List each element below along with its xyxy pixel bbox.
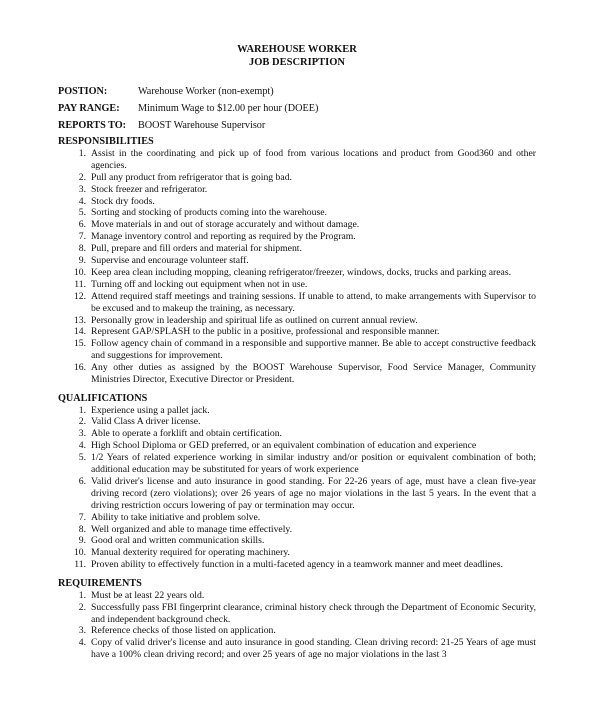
list-item-text: Personally grow in leadership and spiritual life as outlined on current annual review. xyxy=(91,314,418,326)
list-item-text: Copy of valid driver's license and auto insurance in good standing. Clean driving record: 21-25 Years of age must have a 100% clean driving record; and over 25 years of age no major violations in the last 3 xyxy=(91,637,536,661)
list-item xyxy=(58,362,536,386)
list-item xyxy=(58,291,536,315)
position-label: POSTION: xyxy=(58,86,108,97)
list-item xyxy=(58,625,536,637)
list-item xyxy=(58,637,536,661)
pay-range-value: Minimum Wage to $12.00 per hour (DOEE) xyxy=(138,102,319,114)
list-item-text: Pull any product from refrigerator that is going bad. xyxy=(91,171,292,183)
list-item-number: 5. xyxy=(78,207,86,219)
list-item xyxy=(58,452,536,476)
list-item-number: 5. xyxy=(78,452,86,464)
list-item xyxy=(58,219,536,231)
list-item xyxy=(58,338,536,362)
responsibilities-heading: RESPONSIBILITIES xyxy=(58,136,154,148)
list-item-text: Valid driver's license and auto insurance in good standing. For 22-26 years of age, must have a clean five-year driving record (zero violations); over 26 years of age no major violations in the last 5 years. In the event that a driving restriction occurs lowering of pay or termination may occur. xyxy=(91,475,536,511)
list-item-number: 8. xyxy=(78,523,86,535)
list-item xyxy=(58,315,536,327)
list-item xyxy=(58,440,536,452)
list-item-text: 1/2 Years of related experience working in similar industry and/or position or equivalent combination of both; additional education may be substituted for years of work experience xyxy=(91,452,536,476)
list-item-number: 8. xyxy=(78,243,86,255)
list-item xyxy=(58,590,536,602)
list-item-number: 10. xyxy=(73,266,86,278)
list-item-text: Attend required staff meetings and training sessions. If unable to attend, to make arrangements with Supervisor to be excused and to makeup the training, as necessary. xyxy=(91,290,536,314)
list-item-number: 4. xyxy=(78,195,86,207)
responsibilities-list xyxy=(58,148,536,386)
list-item-text: Ability to take initiative and problem solve. xyxy=(91,511,261,523)
list-item xyxy=(58,535,536,547)
list-item-text: Well organized and able to manage time effectively. xyxy=(91,523,293,535)
qualifications-list xyxy=(58,405,536,572)
list-item-text: Manage inventory control and reporting as required by the Program. xyxy=(91,231,356,243)
list-item-text: Pull, prepare and fill orders and material for shipment. xyxy=(91,243,302,255)
list-item-number: 11. xyxy=(74,559,86,571)
list-item-text: Turning off and locking out equipment when not in use. xyxy=(91,278,308,290)
list-item-text: Supervise and encourage volunteer staff. xyxy=(91,255,249,267)
list-item-text: Reference checks of those listed on application. xyxy=(91,625,276,637)
list-item xyxy=(58,184,536,196)
list-item-number: 9. xyxy=(78,535,86,547)
list-item xyxy=(58,207,536,219)
list-item-text: Experience using a pallet jack. xyxy=(91,404,210,416)
list-item xyxy=(58,512,536,524)
reports-to-label: REPORTS TO: xyxy=(58,119,127,131)
list-item-number: 11. xyxy=(74,278,86,290)
list-item-text: Stock freezer and refrigerator. xyxy=(91,183,208,195)
list-item-number: 3. xyxy=(78,625,86,637)
list-item-number: 6. xyxy=(78,475,86,487)
list-item-number: 1. xyxy=(78,589,86,601)
reports-to-value: BOOST Warehouse Supervisor xyxy=(138,119,266,131)
list-item xyxy=(58,279,536,291)
list-item xyxy=(58,602,536,626)
list-item xyxy=(58,196,536,208)
list-item-text: Successfully pass FBI fingerprint clearance, criminal history check through the Department of Economic Security, and independent background check. xyxy=(91,601,536,625)
list-item-text: Represent GAP/SPLASH to the public in a positive, professional and responsible manner. xyxy=(91,326,440,338)
list-item-text: Stock dry foods. xyxy=(91,195,155,207)
list-item xyxy=(58,476,536,512)
list-item xyxy=(58,148,536,172)
list-item-number: 15. xyxy=(73,338,86,350)
list-item xyxy=(58,326,536,338)
list-item xyxy=(58,416,536,428)
list-item-number: 1. xyxy=(78,147,86,159)
list-item-text: High School Diploma or GED preferred, or an equivalent combination of education and experience xyxy=(91,440,477,452)
list-item xyxy=(58,267,536,279)
list-item xyxy=(58,547,536,559)
list-item-text: Follow agency chain of command in a responsible and supportive manner. Be able to accept constructive feedback and suggestions for improvement. xyxy=(91,338,536,362)
list-item xyxy=(58,524,536,536)
list-item-text: Able to operate a forklift and obtain certification. xyxy=(91,428,282,440)
list-item-text: Valid Class A driver license. xyxy=(91,416,201,428)
list-item-number: 7. xyxy=(78,511,86,523)
list-item-number: 6. xyxy=(78,219,86,231)
list-item-number: 13. xyxy=(73,314,86,326)
pay-range-label: PAY RANGE: xyxy=(58,102,120,114)
list-item-text: Sorting and stocking of products coming into the warehouse. xyxy=(91,207,327,219)
list-item xyxy=(58,405,536,417)
list-item-text: Manual dexterity required for operating machinery. xyxy=(91,547,290,559)
qualifications-heading: QUALIFICATIONS xyxy=(58,393,148,405)
list-item-text: Must be at least 22 years old. xyxy=(91,589,205,601)
list-item-number: 16. xyxy=(73,362,86,374)
reports-to-row xyxy=(58,120,536,132)
pay-range-row xyxy=(58,103,536,115)
list-item xyxy=(58,559,536,571)
document-title: WAREHOUSE WORKER xyxy=(237,44,357,55)
list-item-number: 7. xyxy=(78,231,86,243)
list-item-text: Good oral and written communication skills. xyxy=(91,535,265,547)
list-item-text: Keep area clean including mopping, cleaning refrigerator/freezer, windows, docks, trucks and parking areas. xyxy=(91,266,512,278)
requirements-list xyxy=(58,590,536,661)
list-item-number: 4. xyxy=(78,637,86,649)
list-item-text: Any other duties as assigned by the BOOST Warehouse Supervisor, Food Service Manager, Community Ministries Director, Executive Director or President. xyxy=(91,362,536,386)
document-subtitle: JOB DESCRIPTION xyxy=(249,57,345,68)
list-item-number: 10. xyxy=(73,547,86,559)
requirements-heading: REQUIREMENTS xyxy=(58,578,142,590)
list-item-number: 1. xyxy=(78,404,86,416)
list-item-number: 2. xyxy=(78,171,86,183)
list-item-text: Move materials in and out of storage accurately and without damage. xyxy=(91,219,360,231)
list-item xyxy=(58,428,536,440)
list-item xyxy=(58,172,536,184)
list-item-text: Proven ability to effectively function in a multi-faceted agency in a teamwork manner and meet deadlines. xyxy=(91,559,503,571)
list-item-number: 12. xyxy=(73,290,86,302)
list-item xyxy=(58,255,536,267)
list-item-number: 4. xyxy=(78,440,86,452)
list-item xyxy=(58,243,536,255)
list-item-number: 3. xyxy=(78,428,86,440)
position-value: Warehouse Worker (non-exempt) xyxy=(138,86,274,97)
position-row xyxy=(58,86,536,98)
list-item-number: 3. xyxy=(78,183,86,195)
list-item-number: 14. xyxy=(73,326,86,338)
list-item-number: 2. xyxy=(78,416,86,428)
list-item-number: 9. xyxy=(78,255,86,267)
list-item xyxy=(58,231,536,243)
job-meta xyxy=(58,86,536,132)
list-item-number: 2. xyxy=(78,601,86,613)
list-item-text: Assist in the coordinating and pick up of food from various locations and product from Good360 and other agencies. xyxy=(91,147,536,171)
